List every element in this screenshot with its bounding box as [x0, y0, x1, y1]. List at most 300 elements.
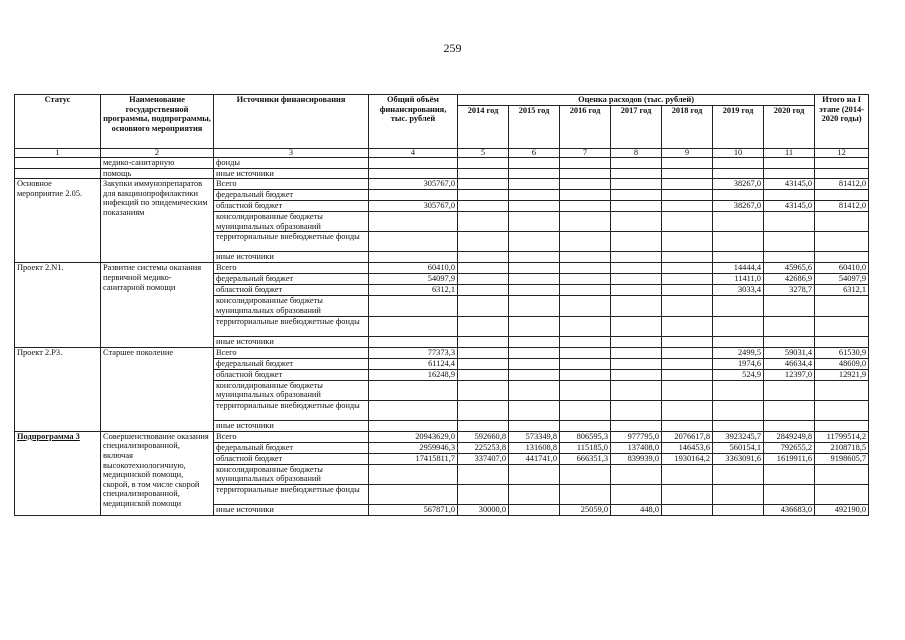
value-cell — [662, 504, 713, 515]
value-cell — [815, 212, 869, 232]
source-cell: иные источники — [214, 336, 369, 347]
value-cell — [458, 336, 509, 347]
header-estimate: Оценка расходов (тыс. рублей) — [458, 95, 815, 106]
value-cell — [662, 316, 713, 336]
value-cell — [458, 263, 509, 274]
source-cell: консолидированные бюджеты муниципальных образований — [214, 380, 369, 400]
value-cell — [509, 158, 560, 169]
value-cell — [611, 380, 662, 400]
value-cell — [764, 400, 815, 420]
value-cell — [560, 190, 611, 201]
value-cell — [458, 168, 509, 179]
value-cell — [560, 369, 611, 380]
value-cell — [662, 369, 713, 380]
value-cell: 48609,0 — [815, 358, 869, 369]
value-cell — [458, 232, 509, 252]
value-cell — [560, 380, 611, 400]
value-cell — [369, 464, 458, 484]
value-cell — [458, 158, 509, 169]
value-cell — [560, 212, 611, 232]
value-cell — [458, 285, 509, 296]
value-cell: 3033,4 — [713, 285, 764, 296]
source-cell: консолидированные бюджеты муниципальных образований — [214, 464, 369, 484]
status-cell: Основное мероприятие 2.05. — [15, 179, 101, 263]
header-sources: Источники финансирования — [214, 95, 369, 149]
value-cell: 43145,0 — [764, 201, 815, 212]
value-cell — [815, 464, 869, 484]
value-cell: 60410,0 — [815, 263, 869, 274]
value-cell — [662, 201, 713, 212]
source-cell: областной бюджет — [214, 369, 369, 380]
value-cell — [815, 232, 869, 252]
value-cell — [662, 484, 713, 504]
value-cell — [458, 179, 509, 190]
page-number: 259 — [443, 41, 462, 55]
value-cell: 11799514,2 — [815, 431, 869, 442]
value-cell — [369, 296, 458, 316]
value-cell — [369, 380, 458, 400]
value-cell: 25059,0 — [560, 504, 611, 515]
value-cell — [509, 504, 560, 515]
value-cell — [509, 274, 560, 285]
value-cell: 131608,8 — [509, 442, 560, 453]
value-cell: 305767,0 — [369, 179, 458, 190]
value-cell — [662, 263, 713, 274]
value-cell — [713, 190, 764, 201]
value-cell — [560, 232, 611, 252]
value-cell — [764, 232, 815, 252]
value-cell — [560, 201, 611, 212]
status-cell: Проект 2.P3. — [15, 347, 101, 431]
column-number-row — [15, 149, 869, 158]
value-cell: 977795,0 — [611, 431, 662, 442]
value-cell — [662, 285, 713, 296]
value-cell: 81412,0 — [815, 201, 869, 212]
value-cell — [662, 296, 713, 316]
value-cell — [611, 263, 662, 274]
value-cell — [662, 420, 713, 431]
source-cell: Всего — [214, 263, 369, 274]
value-cell — [815, 296, 869, 316]
value-cell — [611, 464, 662, 484]
value-cell — [458, 400, 509, 420]
value-cell: 11411,0 — [713, 274, 764, 285]
header-year: 2018 год — [662, 106, 713, 149]
source-cell: фонды — [214, 158, 369, 169]
value-cell — [713, 504, 764, 515]
value-cell: 20943629,0 — [369, 431, 458, 442]
header-name: Наименование государственной программы, подпрограммы, основного мероприятия — [101, 95, 214, 149]
value-cell — [509, 358, 560, 369]
column-number: 11 — [764, 149, 815, 158]
value-cell — [560, 358, 611, 369]
value-cell — [509, 296, 560, 316]
value-cell — [713, 420, 764, 431]
source-cell: федеральный бюджет — [214, 190, 369, 201]
value-cell — [458, 380, 509, 400]
source-cell: областной бюджет — [214, 285, 369, 296]
value-cell — [560, 158, 611, 169]
value-cell: 45965,6 — [764, 263, 815, 274]
value-cell — [369, 420, 458, 431]
value-cell — [764, 380, 815, 400]
header-year: 2016 год — [560, 106, 611, 149]
value-cell — [560, 168, 611, 179]
value-cell — [509, 484, 560, 504]
name-cell: медико-санитарную — [101, 158, 214, 169]
value-cell — [458, 420, 509, 431]
value-cell: 839939,0 — [611, 453, 662, 464]
value-cell: 225253,8 — [458, 442, 509, 453]
value-cell — [764, 296, 815, 316]
value-cell — [662, 179, 713, 190]
value-cell — [662, 274, 713, 285]
name-cell: Развитие системы оказания первичной медико-санитарной помощи — [101, 263, 214, 347]
column-number: 1 — [15, 149, 101, 158]
value-cell: 54097,9 — [369, 274, 458, 285]
value-cell — [560, 263, 611, 274]
value-cell: 2499,5 — [713, 347, 764, 358]
value-cell — [662, 252, 713, 263]
header-year: 2015 год — [509, 106, 560, 149]
value-cell: 666351,3 — [560, 453, 611, 464]
value-cell — [815, 400, 869, 420]
value-cell — [458, 484, 509, 504]
value-cell — [509, 179, 560, 190]
value-cell — [815, 420, 869, 431]
value-cell — [560, 252, 611, 263]
value-cell — [815, 380, 869, 400]
value-cell — [764, 190, 815, 201]
value-cell — [560, 400, 611, 420]
value-cell — [662, 347, 713, 358]
value-cell: 42686,9 — [764, 274, 815, 285]
column-number: 9 — [662, 149, 713, 158]
status-cell — [15, 158, 101, 169]
source-cell: областной бюджет — [214, 201, 369, 212]
column-number: 6 — [509, 149, 560, 158]
value-cell: 115185,0 — [560, 442, 611, 453]
value-cell: 3923245,7 — [713, 431, 764, 442]
value-cell — [764, 252, 815, 263]
value-cell — [713, 316, 764, 336]
value-cell — [815, 336, 869, 347]
value-cell — [815, 168, 869, 179]
value-cell — [509, 232, 560, 252]
value-cell — [458, 369, 509, 380]
value-cell — [458, 252, 509, 263]
value-cell: 137408,0 — [611, 442, 662, 453]
value-cell — [369, 400, 458, 420]
value-cell — [611, 484, 662, 504]
column-number: 10 — [713, 149, 764, 158]
value-cell — [713, 296, 764, 316]
value-cell — [509, 190, 560, 201]
source-cell: Всего — [214, 179, 369, 190]
table-row — [15, 431, 869, 442]
value-cell — [662, 464, 713, 484]
column-number: 4 — [369, 149, 458, 158]
value-cell: 3363091,6 — [713, 453, 764, 464]
value-cell — [713, 400, 764, 420]
column-number: 5 — [458, 149, 509, 158]
name-cell: Совершенствование оказания специализированной, включая высокотехнологичную, медицинской помощи, скорой, в том числе скорой специализированной, медицинской помощи — [101, 431, 214, 515]
value-cell: 492190,0 — [815, 504, 869, 515]
value-cell — [662, 358, 713, 369]
value-cell: 77373,3 — [369, 347, 458, 358]
value-cell — [662, 400, 713, 420]
value-cell: 6312,1 — [815, 285, 869, 296]
value-cell — [815, 316, 869, 336]
value-cell — [611, 420, 662, 431]
value-cell: 524,9 — [713, 369, 764, 380]
value-cell — [611, 158, 662, 169]
value-cell: 567871,0 — [369, 504, 458, 515]
value-cell — [713, 252, 764, 263]
value-cell: 81412,0 — [815, 179, 869, 190]
value-cell — [713, 484, 764, 504]
value-cell — [611, 336, 662, 347]
value-cell — [611, 369, 662, 380]
value-cell: 6312,1 — [369, 285, 458, 296]
source-cell: иные источники — [214, 168, 369, 179]
value-cell — [611, 285, 662, 296]
value-cell: 806595,3 — [560, 431, 611, 442]
value-cell — [764, 168, 815, 179]
name-cell: Старшее поколение — [101, 347, 214, 431]
value-cell — [662, 212, 713, 232]
value-cell — [764, 316, 815, 336]
value-cell: 61124,4 — [369, 358, 458, 369]
source-cell: иные источники — [214, 504, 369, 515]
value-cell — [369, 158, 458, 169]
value-cell — [509, 464, 560, 484]
value-cell — [611, 274, 662, 285]
status-cell — [15, 168, 101, 179]
value-cell: 1974,6 — [713, 358, 764, 369]
value-cell — [560, 347, 611, 358]
value-cell — [369, 190, 458, 201]
column-number: 8 — [611, 149, 662, 158]
value-cell — [560, 484, 611, 504]
source-cell: территориальные внебюджетные фонды — [214, 484, 369, 504]
value-cell — [458, 296, 509, 316]
table-row — [15, 168, 869, 179]
value-cell — [764, 464, 815, 484]
header-year: 2019 год — [713, 106, 764, 149]
value-cell — [764, 158, 815, 169]
value-cell — [369, 168, 458, 179]
value-cell — [458, 274, 509, 285]
value-cell — [509, 316, 560, 336]
value-cell — [764, 484, 815, 504]
value-cell: 38267,0 — [713, 201, 764, 212]
value-cell — [713, 168, 764, 179]
header-status: Статус — [15, 95, 101, 149]
value-cell — [713, 464, 764, 484]
value-cell: 46634,4 — [764, 358, 815, 369]
value-cell — [611, 201, 662, 212]
value-cell — [815, 190, 869, 201]
source-cell: территориальные внебюджетные фонды — [214, 400, 369, 420]
source-cell: областной бюджет — [214, 453, 369, 464]
status-cell: Проект 2.N1. — [15, 263, 101, 347]
value-cell — [369, 232, 458, 252]
source-cell: иные источники — [214, 252, 369, 263]
value-cell: 9198605,7 — [815, 453, 869, 464]
value-cell — [611, 358, 662, 369]
value-cell: 792655,2 — [764, 442, 815, 453]
value-cell — [611, 168, 662, 179]
value-cell — [611, 190, 662, 201]
value-cell — [509, 168, 560, 179]
value-cell — [560, 179, 611, 190]
value-cell: 60410,0 — [369, 263, 458, 274]
table-row — [15, 158, 869, 169]
header-year: 2020 год — [764, 106, 815, 149]
value-cell: 573349,8 — [509, 431, 560, 442]
value-cell — [611, 179, 662, 190]
table-row — [15, 347, 869, 358]
value-cell: 1930164,2 — [662, 453, 713, 464]
column-number: 3 — [214, 149, 369, 158]
source-cell: федеральный бюджет — [214, 442, 369, 453]
value-cell — [815, 252, 869, 263]
value-cell: 146453,6 — [662, 442, 713, 453]
value-cell — [458, 212, 509, 232]
value-cell — [611, 400, 662, 420]
value-cell: 2076617,8 — [662, 431, 713, 442]
value-cell: 43145,0 — [764, 179, 815, 190]
value-cell — [560, 296, 611, 316]
name-cell: помощь — [101, 168, 214, 179]
value-cell: 17415811,7 — [369, 453, 458, 464]
header-stage-total: Итого на I этапе (2014-2020 годы) — [815, 95, 869, 149]
value-cell — [458, 201, 509, 212]
value-cell — [662, 336, 713, 347]
value-cell — [509, 336, 560, 347]
value-cell — [713, 232, 764, 252]
value-cell: 2959946,3 — [369, 442, 458, 453]
value-cell — [560, 316, 611, 336]
value-cell — [458, 316, 509, 336]
column-number: 2 — [101, 149, 214, 158]
value-cell: 54097,9 — [815, 274, 869, 285]
value-cell — [509, 347, 560, 358]
column-number: 7 — [560, 149, 611, 158]
value-cell: 2849249,8 — [764, 431, 815, 442]
value-cell — [509, 263, 560, 274]
value-cell: 436683,0 — [764, 504, 815, 515]
value-cell: 1619911,6 — [764, 453, 815, 464]
value-cell: 337407,0 — [458, 453, 509, 464]
value-cell — [509, 400, 560, 420]
value-cell: 3278,7 — [764, 285, 815, 296]
value-cell — [662, 168, 713, 179]
value-cell — [509, 201, 560, 212]
value-cell — [509, 252, 560, 263]
value-cell — [713, 212, 764, 232]
value-cell — [764, 336, 815, 347]
value-cell: 30000,0 — [458, 504, 509, 515]
value-cell — [509, 380, 560, 400]
value-cell — [662, 190, 713, 201]
value-cell: 12397,0 — [764, 369, 815, 380]
value-cell — [560, 274, 611, 285]
status-cell: Подпрограмма 3 — [15, 431, 101, 515]
source-cell: иные источники — [214, 420, 369, 431]
value-cell — [764, 420, 815, 431]
value-cell — [662, 380, 713, 400]
value-cell — [509, 285, 560, 296]
column-number: 12 — [815, 149, 869, 158]
value-cell: 2108718,5 — [815, 442, 869, 453]
header-total: Общий объём финансирования, тыс. рублей — [369, 95, 458, 149]
value-cell — [458, 464, 509, 484]
value-cell: 38267,0 — [713, 179, 764, 190]
value-cell — [815, 484, 869, 504]
value-cell — [713, 336, 764, 347]
source-cell: Всего — [214, 347, 369, 358]
name-cell: Закупки иммунопрепаратов для вакцинопрофилактики инфекций по эпидемическим показаниям — [101, 179, 214, 263]
value-cell — [611, 296, 662, 316]
value-cell — [662, 232, 713, 252]
source-cell: федеральный бюджет — [214, 358, 369, 369]
value-cell — [764, 212, 815, 232]
value-cell — [458, 190, 509, 201]
value-cell: 441741,0 — [509, 453, 560, 464]
header-year: 2017 год — [611, 106, 662, 149]
value-cell — [662, 158, 713, 169]
value-cell — [369, 484, 458, 504]
value-cell: 61530,9 — [815, 347, 869, 358]
value-cell — [560, 336, 611, 347]
value-cell — [560, 464, 611, 484]
value-cell — [458, 347, 509, 358]
source-cell: федеральный бюджет — [214, 274, 369, 285]
value-cell — [560, 285, 611, 296]
value-cell: 448,0 — [611, 504, 662, 515]
value-cell: 12921,9 — [815, 369, 869, 380]
value-cell — [509, 369, 560, 380]
value-cell: 560154,1 — [713, 442, 764, 453]
budget-table — [14, 94, 869, 516]
source-cell: территориальные внебюджетные фонды — [214, 232, 369, 252]
value-cell — [815, 158, 869, 169]
value-cell — [611, 212, 662, 232]
value-cell — [713, 380, 764, 400]
value-cell: 59031,4 — [764, 347, 815, 358]
source-cell: консолидированные бюджеты муниципальных образований — [214, 212, 369, 232]
value-cell — [369, 316, 458, 336]
table-row — [15, 179, 869, 190]
value-cell — [560, 420, 611, 431]
value-cell: 16248,9 — [369, 369, 458, 380]
value-cell — [713, 158, 764, 169]
value-cell: 14444,4 — [713, 263, 764, 274]
header-year: 2014 год — [458, 106, 509, 149]
value-cell — [611, 232, 662, 252]
value-cell — [369, 336, 458, 347]
source-cell: Всего — [214, 431, 369, 442]
source-cell: консолидированные бюджеты муниципальных образований — [214, 296, 369, 316]
value-cell — [369, 212, 458, 232]
value-cell: 305767,0 — [369, 201, 458, 212]
table-row — [15, 263, 869, 274]
value-cell — [611, 252, 662, 263]
value-cell: 592660,8 — [458, 431, 509, 442]
value-cell — [369, 252, 458, 263]
